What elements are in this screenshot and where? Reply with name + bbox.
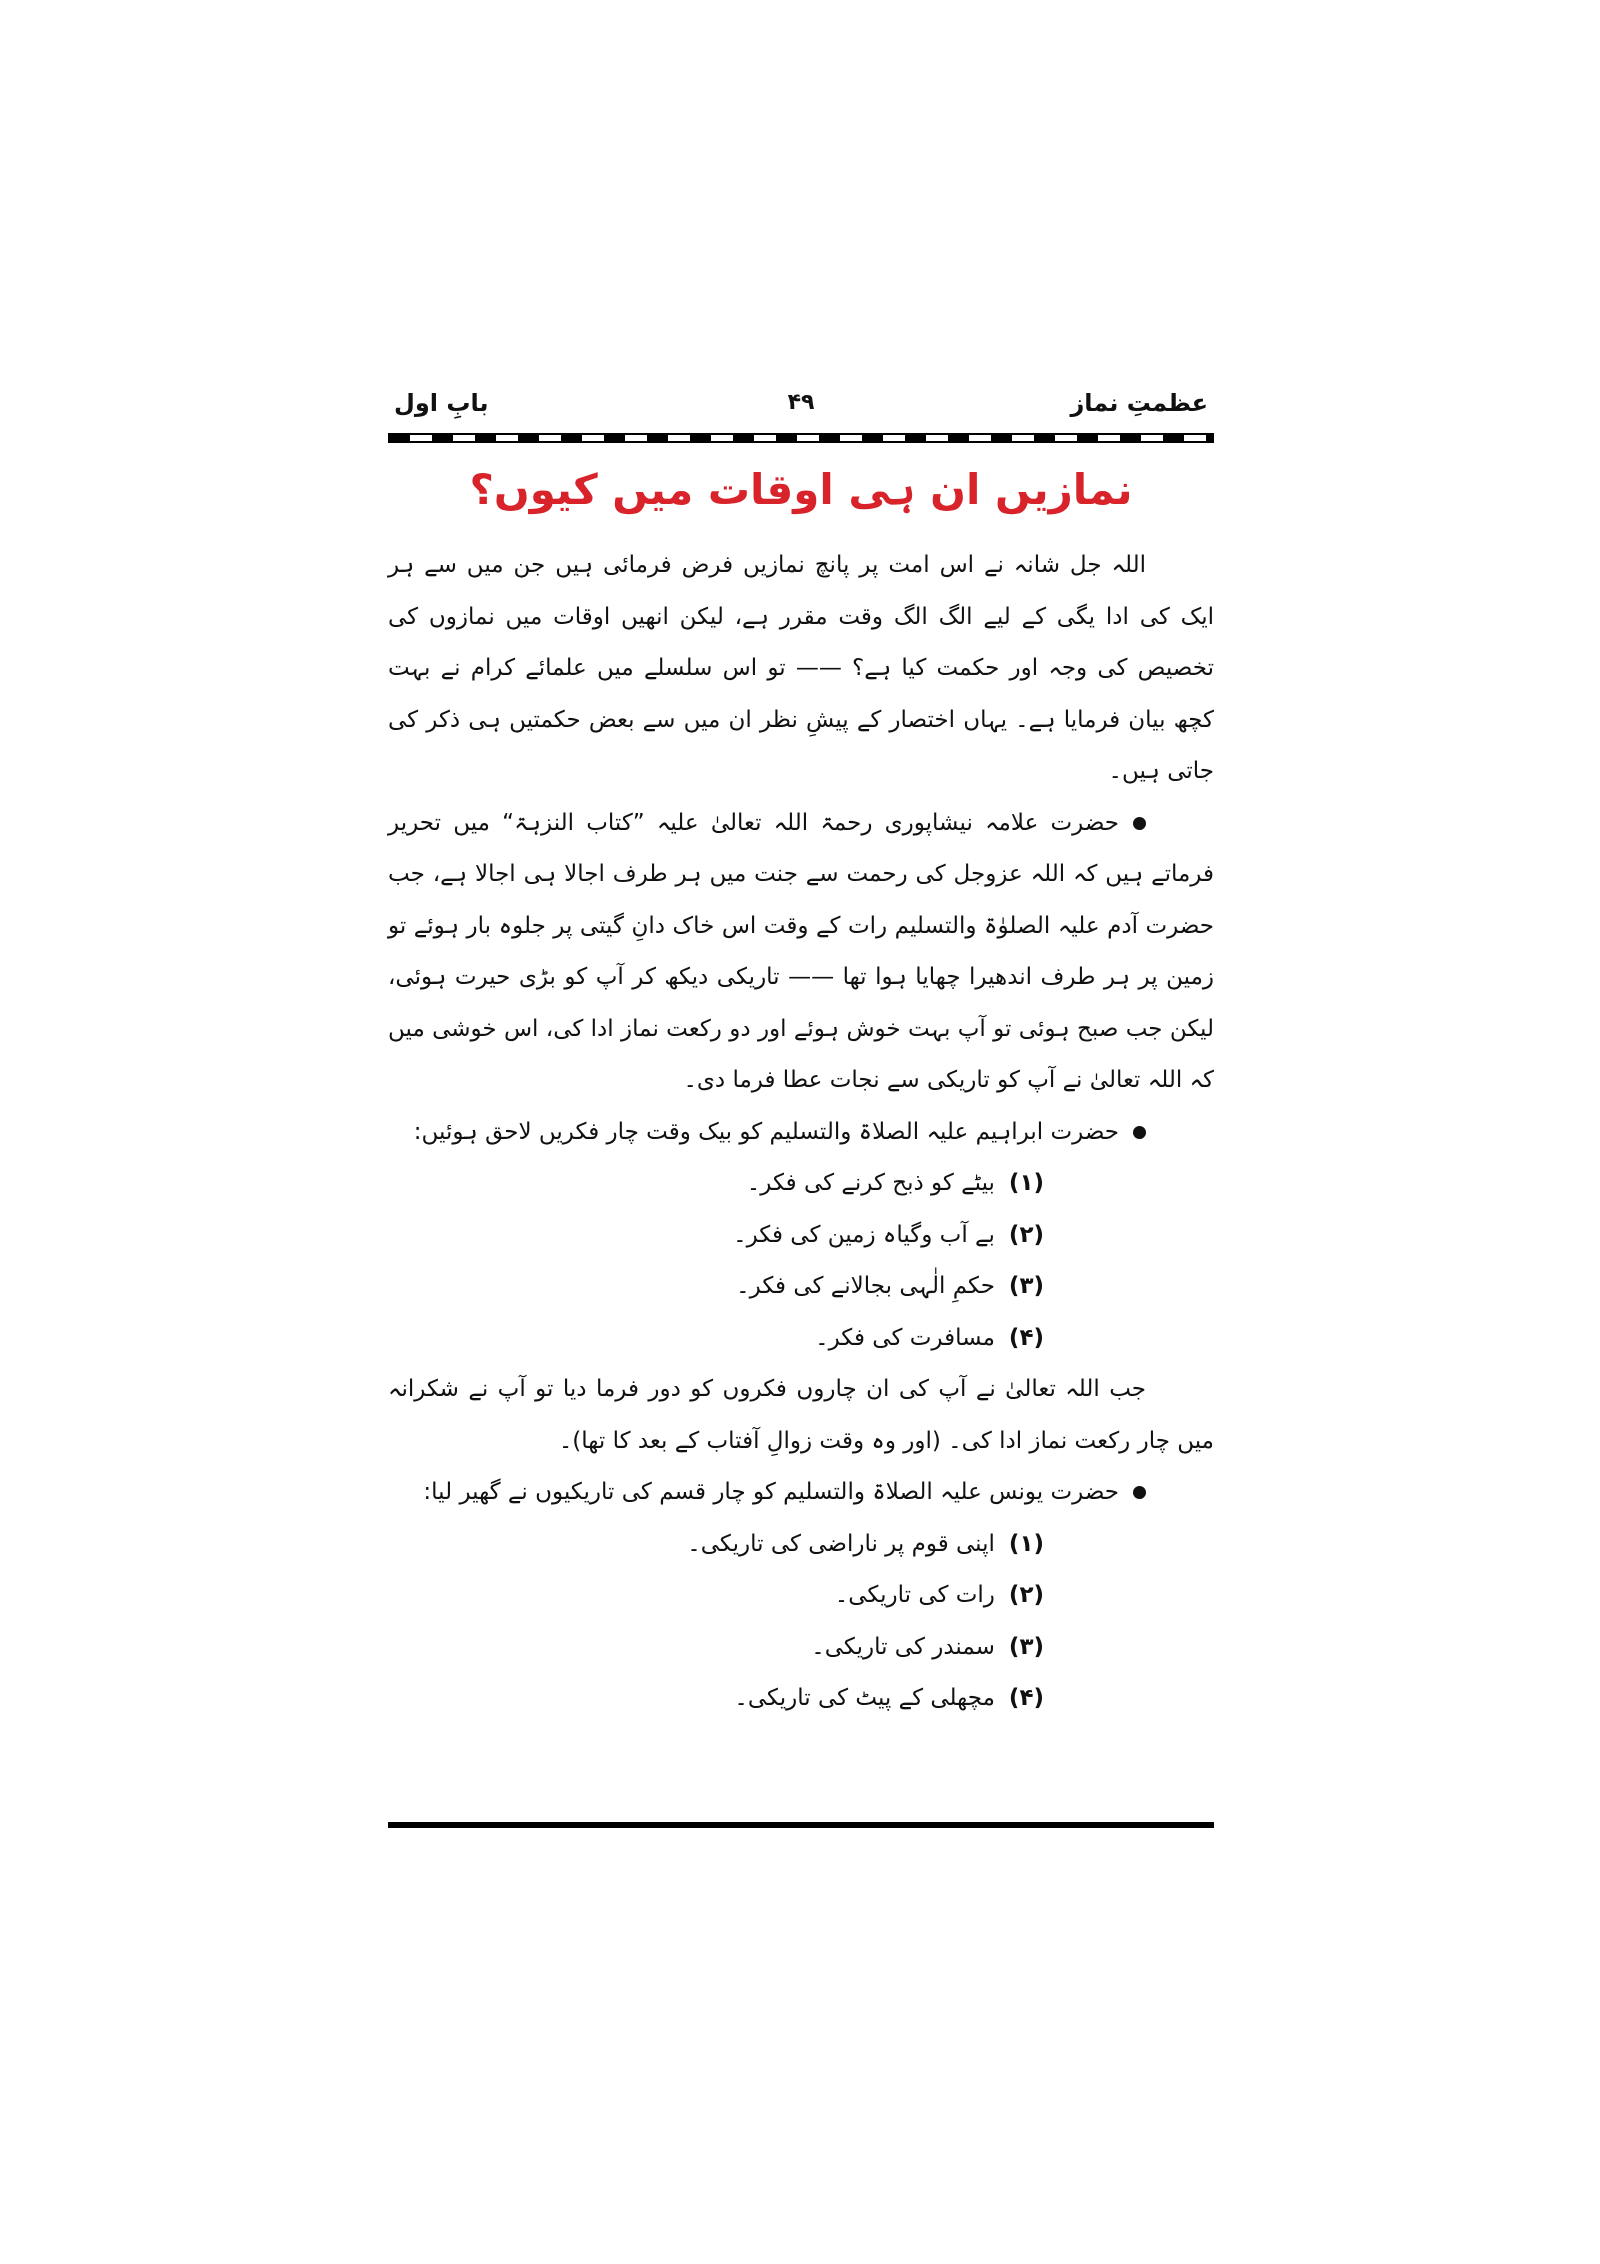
list-item — [388, 1622, 1214, 1674]
bullet-text: حضرت علامہ نیشاپوری رحمۃ اللہ تعالیٰ علیہ ”کتاب النزہۃ“ میں تحریر فرماتے ہیں کہ اللہ عزوجل کی رحمت سے جنت میں ہر طرف اجالا ہی اجالا ہے، جب حضرت آدم علیہ الصلوٰۃ والتسلیم رات کے وقت اس خاک دانِ گیتی پر جلوہ بار ہوئے تو زمین پر ہر طرف اندھیرا چھایا ہوا تھا —— تاریکی دیکھ کر آپ کو بڑی حیرت ہوئی، لیکن جب صبح ہوئی تو آپ بہت خوش ہوئے اور دو رکعت نماز ادا کی، اس خوشی میں کہ اللہ تعالیٰ نے آپ کو تاریکی سے نجات عطا فرما دی۔ — [388, 809, 1214, 1093]
list-text: مسافرت کی فکر۔ — [815, 1324, 995, 1351]
list-text: بے آب وگیاہ زمین کی فکر۔ — [733, 1221, 995, 1248]
running-header — [388, 380, 1214, 426]
list-text: بیٹے کو ذبح کرنے کی فکر۔ — [746, 1170, 995, 1196]
bullet-icon — [1133, 1126, 1146, 1139]
chapter-label: بابِ اول — [394, 389, 489, 417]
list-number: (۲) — [1008, 1582, 1044, 1608]
bullet-paragraph — [388, 798, 1214, 1107]
list-item — [388, 1313, 1214, 1365]
list-item — [388, 1210, 1214, 1262]
list-number: (۱) — [1008, 1530, 1044, 1557]
book-page — [388, 0, 1214, 2264]
list-number: (۴) — [1008, 1685, 1044, 1711]
footer-rule — [388, 1822, 1214, 1828]
list-item — [388, 1570, 1214, 1622]
bullet-text: حضرت یونس علیہ الصلاۃ والتسلیم کو چار قسم کی تاریکیوں نے گھیر لیا: — [423, 1479, 1119, 1505]
body-text — [388, 540, 1214, 1725]
list-number: (۳) — [1008, 1633, 1044, 1660]
list-text: سمندر کی تاریکی۔ — [811, 1633, 995, 1660]
bullet-paragraph — [388, 1107, 1214, 1159]
list-text: مچھلی کے پیٹ کی تاریکی۔ — [734, 1685, 995, 1711]
bullet-icon — [1133, 1486, 1146, 1499]
bullet-text: حضرت ابراہیم علیہ الصلاۃ والتسلیم کو بیک وقت چار فکریں لاحق ہوئیں: — [413, 1118, 1119, 1145]
book-title: عظمتِ نماز — [1070, 389, 1208, 417]
bullet-icon — [1133, 817, 1146, 830]
list-number: (۳) — [1008, 1273, 1044, 1299]
list-item — [388, 1261, 1214, 1313]
list-number: (۴) — [1008, 1324, 1044, 1351]
list-text: حکمِ الٰہی بجالانے کی فکر۔ — [736, 1273, 995, 1299]
list-item — [388, 1673, 1214, 1725]
list-number: (۲) — [1008, 1221, 1044, 1248]
section-title: نمازیں ان ہی اوقات میں کیوں؟ — [469, 465, 1133, 514]
bullet-paragraph — [388, 1467, 1214, 1519]
header-dashed-rule — [388, 433, 1214, 443]
list-item — [388, 1158, 1214, 1210]
list-number: (۱) — [1008, 1170, 1044, 1196]
list-text: اپنی قوم پر ناراضی کی تاریکی۔ — [687, 1530, 995, 1557]
list-text: رات کی تاریکی۔ — [834, 1582, 995, 1608]
intro-paragraph: اللہ جل شانہ نے اس امت پر پانچ نمازیں فرض فرمائی ہیں جن میں سے ہر ایک کی ادا یگی کے لیے الگ الگ وقت مقرر ہے، لیکن انھیں اوقات میں نمازوں کی تخصیص کی وجہ اور حکمت کیا ہے؟ —— تو اس سلسلے میں علمائے کرام نے بہت کچھ بیان فرمایا ہے۔ یہاں اختصار کے پیشِ نظر ان میں سے بعض حکمتیں ہی ذکر کی جاتی ہیں۔ — [388, 552, 1214, 784]
list-item — [388, 1519, 1214, 1571]
closing-paragraph: جب اللہ تعالیٰ نے آپ کی ان چاروں فکروں کو دور فرما دیا تو آپ نے شکرانہ میں چار رکعت نماز ادا کی۔ (اور وہ وقت زوالِ آفتاب کے بعد کا تھا)۔ — [388, 1376, 1214, 1454]
page-number: ۴۹ — [787, 390, 815, 415]
